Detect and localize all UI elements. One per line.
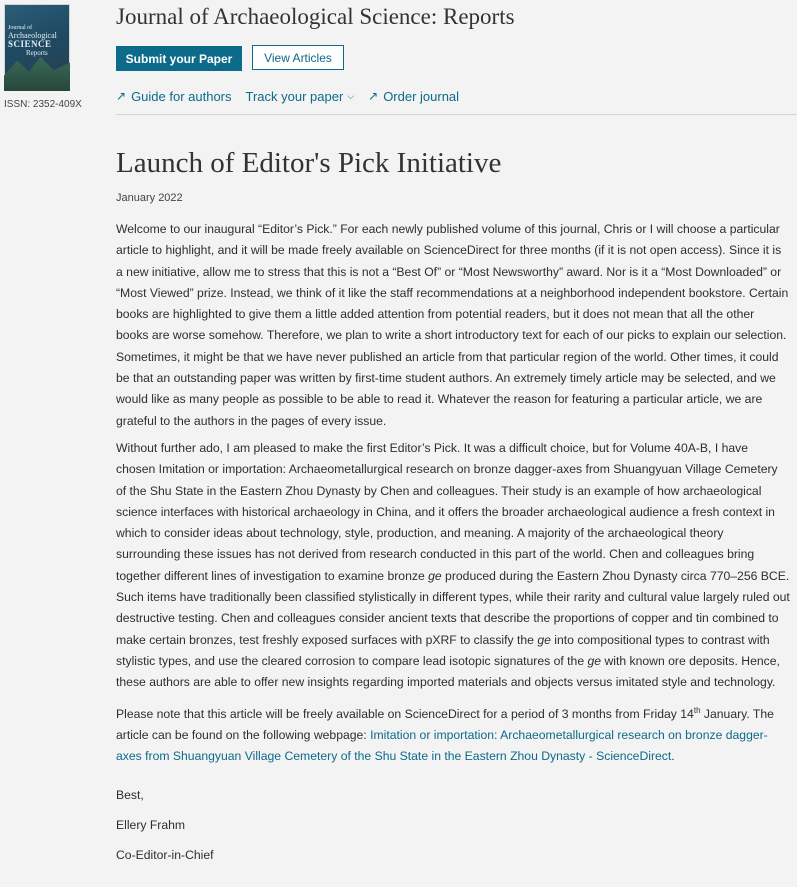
cover-text xyxy=(8,24,70,57)
view-articles-button[interactable]: View Articles xyxy=(252,45,344,70)
signature-block xyxy=(116,785,790,865)
cover-line-3 xyxy=(8,40,70,49)
external-arrow-icon: ↗ xyxy=(116,89,127,103)
p3-text-c: . xyxy=(671,749,675,764)
cover-line-2: Archaeological xyxy=(8,31,57,40)
guide-for-authors-label: Guide for authors xyxy=(131,88,232,104)
p2-ge-1: ge xyxy=(428,568,442,583)
article-date: January 2022 xyxy=(116,192,183,204)
p2-text-b: produced during the Eastern Zhou Dynasty circa 770–256 BCE. Such items have traditionally been classified stylistically in different types, while their rarity and cultural value largely ruled out destructive testing. Chen and colleagues consider ancient texts that describe the proportions of copper and tin combined to make certain bronzes, test freshly exposed surfaces with pXRF to classify the xyxy=(116,568,790,647)
p2-ge-2: ge xyxy=(537,632,551,647)
p2-ge-3: ge xyxy=(587,653,602,668)
chevron-down-icon: ⌵ xyxy=(347,90,355,101)
paragraph-intro: Welcome to our inaugural “Editor’s Pick.” For each newly published volume of this journal, Chris or I will choose a particular article to highlight, and it will be made freely available on ScienceDirect for three months (if it is not open access). Since it is a new initiative, allow me to stress that this is not a “Best Of” or “Most Newsworthy” award. Nor is it a “Most Downloaded” or “Most Viewed” prize. Instead, we think of it like the staff recommendations at a neighborhood independent bookstore. Certain books are highlighted to give them a little added attention from potential readers, but it does not mean that all the other books are worse somehow. Therefore, we plan to write a short introductory text for each of our picks to explain our selection. Sometimes, it might be that we have never published an article from that particular region of the world. Other times, it could be that an outstanding paper was written by first-time student authors. An extremely timely article may be selected, and we would like as many people as possible to be able to read it. Whatever the reason for featuring a particular article, we are grateful to the authors in the pages of every issue. xyxy=(116,222,789,428)
track-your-paper-label: Track your paper xyxy=(245,88,344,104)
p3-text-a: Please note that this article will be freely available on ScienceDirect for a period of 3 months from Friday 14 xyxy=(116,706,694,721)
article-title: Launch of Editor's Pick Initiative xyxy=(116,147,502,179)
p3-text-b: January. The article can be found on the following webpage: xyxy=(116,706,774,742)
cover-landscape-graphic xyxy=(4,53,70,91)
p3-superscript: th xyxy=(693,705,701,715)
paragraph-availability xyxy=(116,700,790,768)
p2-text-c: into compositional types to contrast with stylistic types, and use the cleared corrosion to compare lead isotopic signatures of the xyxy=(116,632,770,668)
issn-label: ISSN: 2352-409X xyxy=(4,99,82,110)
order-journal-label: Order journal xyxy=(383,88,460,104)
author-name: Ellery Frahm xyxy=(116,818,186,833)
cover-line-3-bold: SCIENCE xyxy=(8,39,52,49)
order-journal-link[interactable] xyxy=(368,89,459,104)
header-divider xyxy=(116,114,797,115)
submit-paper-button[interactable]: Submit your Paper xyxy=(116,46,242,71)
journal-links-bar xyxy=(116,87,473,105)
cover-line-4: Reports xyxy=(26,49,48,57)
p2-text-a: Without further ado, I am pleased to make the first Editor’s Pick. It was a difficult choice, but for Volume 40A-B, I have chosen Imitation or importation: Archaeometallurgical research on bronze dagger-axes from Shuangyuan Village Cemetery of the Shu State in the Eastern Zhou Dynasty by Chen and colleagues. Their study is an example of how archaeological science interfaces with historical archaeology in China, and it offers the broader archaeological audience a fresh context in which to consider ideas about technology, style, production, and meaning. A majority of the archaeological theory surrounding these issues has not derived from research conducted in this part of the world. Chen and colleagues bring together different lines of investigation to examine bronze xyxy=(116,440,778,583)
article-link[interactable]: Imitation or importation: Archaeometallurgical research on bronze dagger-axes from Shuangyuan Village Cemetery of the Shu State in the Eastern Zhou Dynasty - ScienceDirect xyxy=(116,727,768,764)
external-arrow-icon: ↗ xyxy=(368,89,379,103)
cover-line-1: Journal of xyxy=(8,25,33,31)
guide-for-authors-link[interactable] xyxy=(116,89,232,104)
author-role: Co-Editor-in-Chief xyxy=(116,848,214,863)
journal-cover-image[interactable] xyxy=(4,4,70,91)
article-body xyxy=(116,219,790,875)
closing-text: Best, xyxy=(116,788,144,803)
p2-text-d: with known ore deposits. Hence, these authors are able to offer new insights regarding imported materials and objects versus imitated style and technology. xyxy=(116,653,780,690)
track-your-paper-dropdown[interactable] xyxy=(246,89,355,104)
journal-title[interactable]: Journal of Archaeological Science: Reports xyxy=(116,4,515,29)
paragraph-editors-pick xyxy=(116,438,790,694)
